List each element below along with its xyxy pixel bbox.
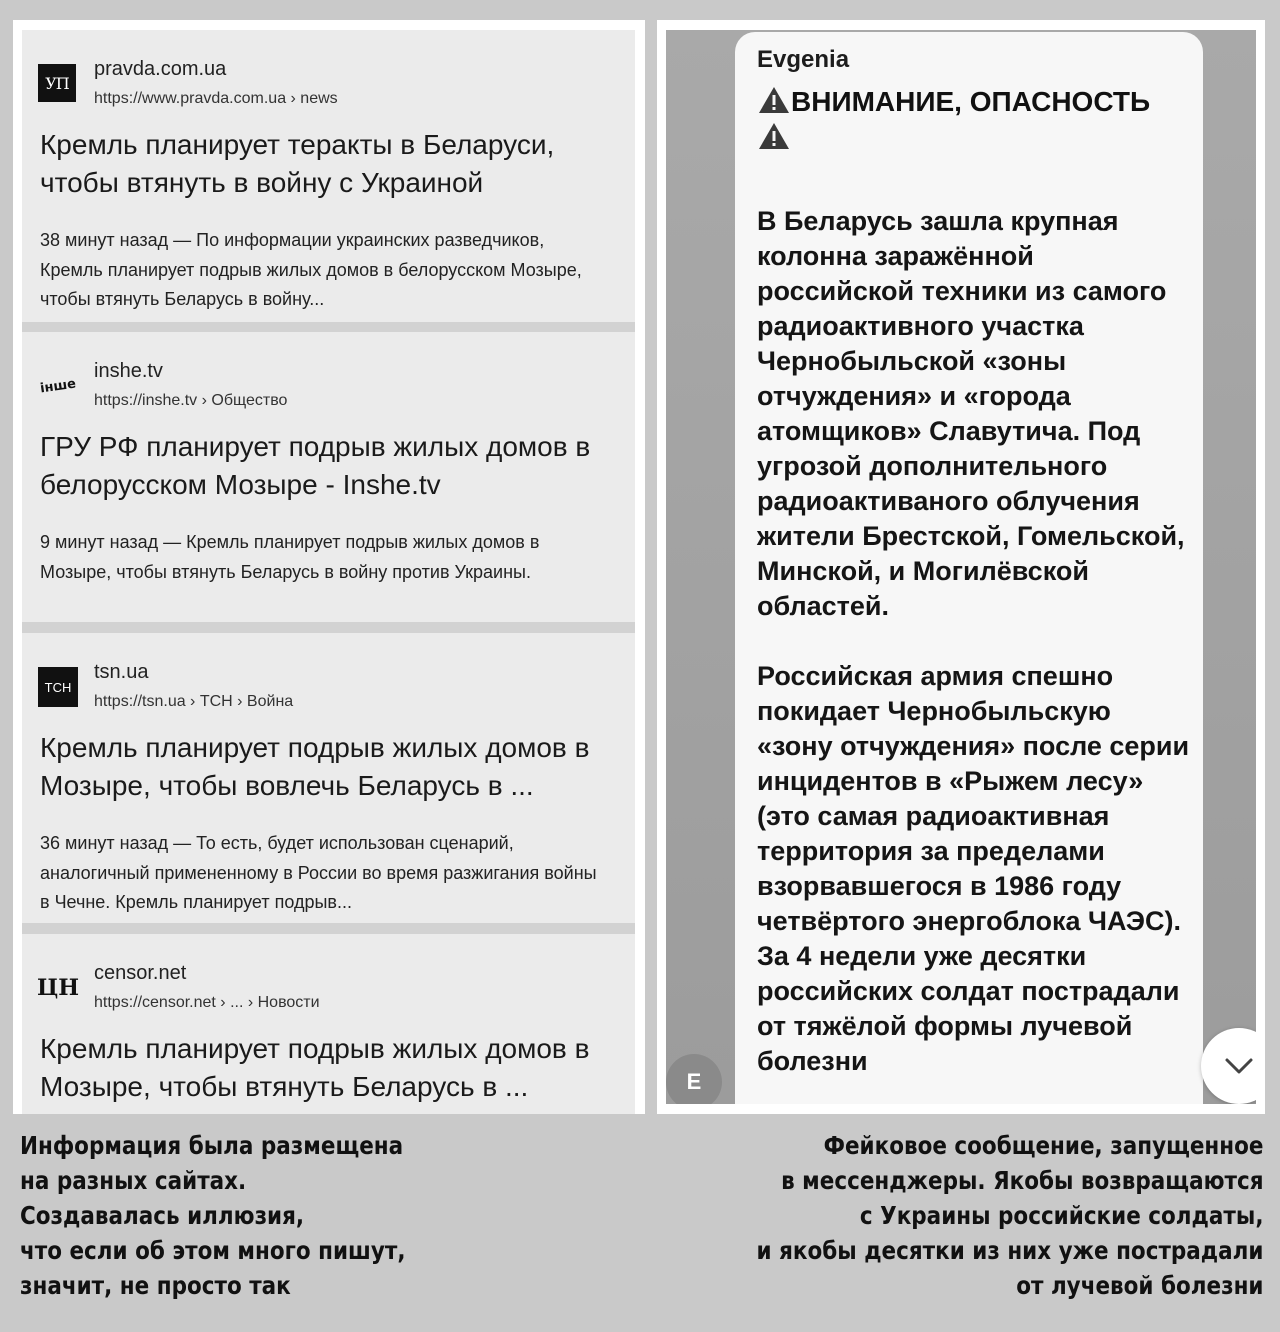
caption-right (756, 1128, 1263, 1303)
avatar[interactable]: E (666, 1054, 722, 1104)
result-url[interactable]: https://tsn.ua › ТСН › Война (94, 693, 294, 710)
result-snippet (40, 829, 605, 918)
messenger-screenshot (657, 20, 1265, 1114)
chat-background (666, 30, 1256, 1104)
caption-line: что если об этом много пишут, (20, 1236, 406, 1265)
result-time: 9 минут назад (40, 532, 159, 552)
caption-line: Информация была размещена (20, 1131, 404, 1160)
result-snippet-text: — То есть, будет использован сценарий, аналогичный примененному в России во время разжигания войны в Чечне. Кремль планирует подрыв... (40, 833, 597, 912)
caption-line: Создавалась иллюзия, (20, 1201, 305, 1230)
result-title-link[interactable]: Кремль планирует подрыв жилых домов в Мозыре, чтобы вовлечь Беларусь в ... (40, 732, 590, 801)
result-site-name: inshe.tv (94, 360, 163, 382)
caption-line: Фейковое сообщение, запущенное (823, 1131, 1263, 1160)
caption-line: на разных сайтах. (20, 1166, 247, 1195)
tsn-logo-icon: ТСН (38, 667, 78, 707)
result-site-name: pravda.com.ua (94, 58, 227, 80)
result-title-link[interactable]: Кремль планирует теракты в Беларуси, чтобы втянуть в войну с Украиной (40, 129, 555, 198)
warning-triangle-icon (757, 121, 791, 151)
result-site-name: censor.net (94, 962, 187, 984)
sender-name[interactable]: Evgenia (757, 46, 850, 73)
warning-text: ВНИМАНИЕ, ОПАСНОСТЬ (791, 86, 1151, 117)
message-paragraph: Российская армия спешно покидает Чернобыльскую «зону отчуждения» после серии инцидентов в «Рыжем лесу» (это самая радиоактивная территория за пределами взорвавшегося в 1986 году четвёртого энергоблока ЧАЭС). За 4 недели уже десятки российских солдат пострадали от тяжёлой формы лучевой болезни (757, 661, 1190, 1076)
search-result-censor[interactable] (22, 934, 635, 1114)
caption-line: от лучевой болезни (1015, 1271, 1263, 1300)
result-url[interactable]: https://censor.net › ... › Новости (94, 994, 320, 1011)
message-bubble[interactable] (735, 32, 1203, 1104)
censor-logo-icon: ЦН (36, 975, 80, 1001)
result-time: 36 минут назад (40, 833, 169, 853)
scroll-down-button[interactable] (1201, 1028, 1256, 1104)
result-title-link[interactable]: Кремль планирует подрыв жилых домов в Мозыре, чтобы втянуть Беларусь в ... (40, 1033, 590, 1102)
search-results-screenshot (13, 20, 645, 1114)
warning-triangle-icon (757, 85, 791, 115)
inshe-logo-icon: інше (39, 376, 77, 396)
result-snippet-text: — По информации украинских разведчиков, Кремль планирует подрыв жилых домов в белорусском Мозыре, чтобы втянуть Беларусь в войну... (40, 230, 582, 309)
chevron-down-icon (1224, 1057, 1254, 1075)
search-result-pravda[interactable] (22, 30, 635, 322)
caption-line: и якобы десятки из них уже пострадали (756, 1236, 1263, 1265)
result-title-link[interactable]: ГРУ РФ планирует подрыв жилых домов в белорусском Мозыре - Inshe.tv (40, 431, 591, 500)
result-snippet (40, 528, 605, 587)
caption-left (20, 1128, 405, 1303)
result-snippet (40, 226, 605, 315)
search-results-list (22, 30, 635, 1114)
result-url[interactable]: https://inshe.tv › Общество (94, 392, 288, 409)
message-paragraph: В Беларусь зашла крупная колонна заражённой российской техники из самого радиоактивного участка Чернобыльской «зоны отчуждения» и «города атомщиков» Славутича. Под угрозой дополнительного радиоактиваного облучения жители Брестской, Гомельской, Минской, и Могилёвской областей. (757, 206, 1185, 621)
search-result-tsn[interactable] (22, 633, 635, 923)
message-text (757, 204, 1193, 1079)
caption-line: значит, не просто так (20, 1271, 291, 1300)
warning-headline (757, 84, 1187, 156)
caption-line: с Украины российские солдаты, (859, 1201, 1263, 1230)
result-url[interactable]: https://www.pravda.com.ua › news (94, 90, 338, 107)
result-site-name: tsn.ua (94, 661, 149, 683)
search-result-inshe[interactable] (22, 332, 635, 622)
pravda-logo-icon: УП (38, 64, 76, 102)
caption-line: в мессенджеры. Якобы возвращаются (780, 1166, 1263, 1195)
result-time: 38 минут назад (40, 230, 169, 250)
result-snippet-text: — Кремль планирует подрыв жилых домов в Мозыре, чтобы втянуть Беларусь в войну против Украины. (40, 532, 540, 582)
